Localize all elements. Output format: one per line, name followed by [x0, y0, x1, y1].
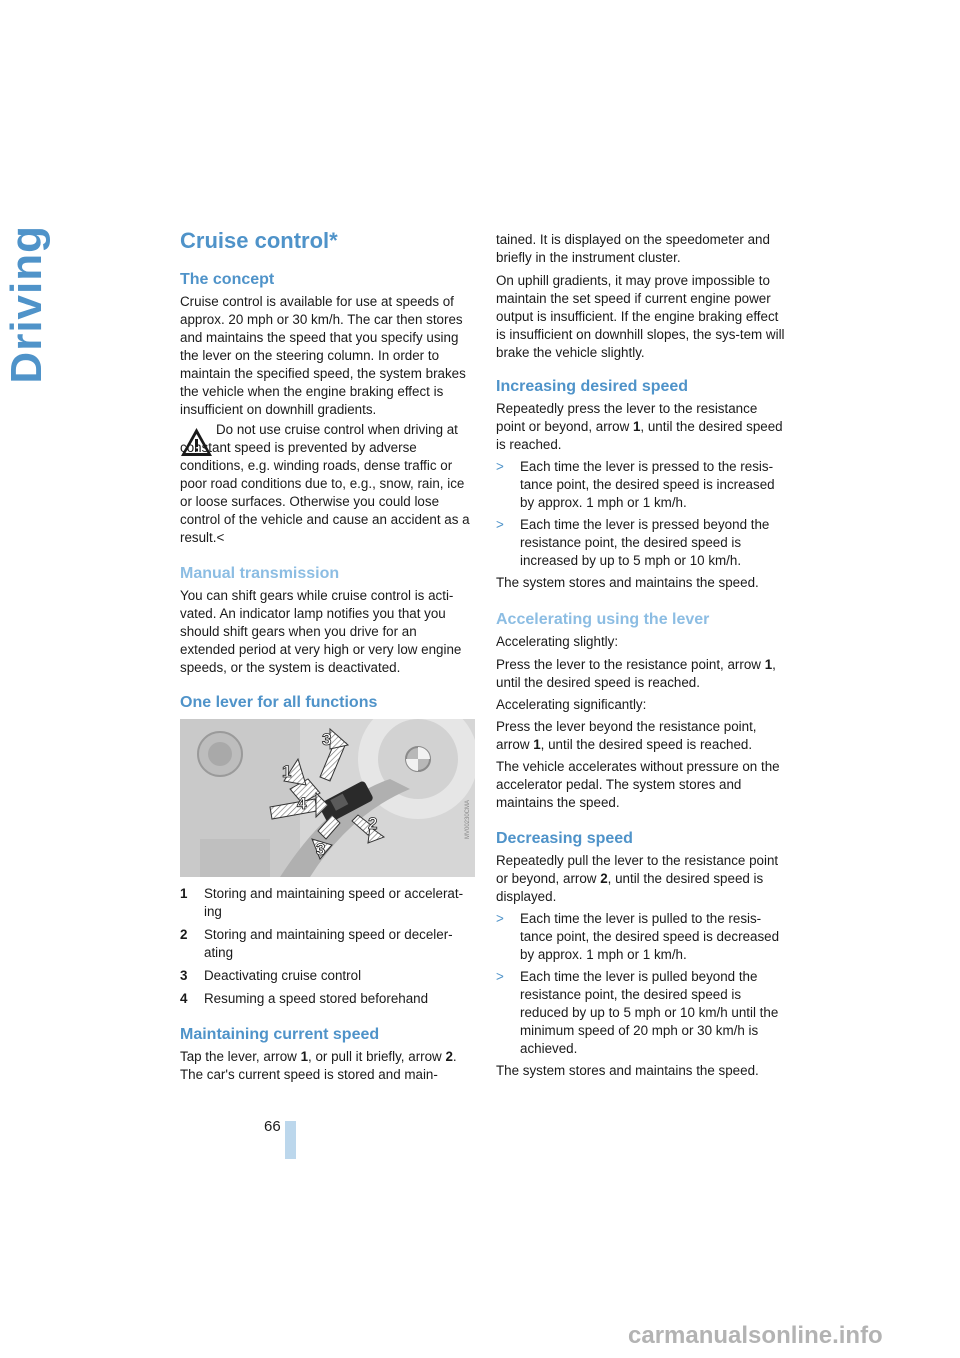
- maintaining-paragraph: [180, 1048, 480, 1084]
- accel-text-b: , until the desired speed is reached.: [496, 657, 776, 690]
- decreasing-text-a: Repeatedly pull the lever to the resistance point or beyond, arrow: [496, 853, 779, 886]
- warning-end-mark: <: [216, 530, 225, 545]
- arrow-number: 1: [632, 419, 641, 434]
- arrow-number: 1: [764, 657, 773, 672]
- decreasing-text-b: , until the desired speed is displayed.: [496, 871, 764, 904]
- list-item: [496, 458, 790, 512]
- maintaining-continued: tained. It is displayed on the speedometer and briefly in the instrument cluster.: [496, 232, 770, 265]
- callout-3-upper: 3: [322, 730, 332, 749]
- list-item: [496, 968, 790, 1058]
- accelerating-slightly-text: [496, 656, 790, 692]
- lever-item-number: 4: [180, 991, 188, 1006]
- watermark: carmanualsonline.info: [628, 1322, 883, 1349]
- list-item: [496, 910, 790, 964]
- decreasing-paragraph: [496, 852, 790, 906]
- decreasing-heading: Decreasing speed: [496, 830, 633, 847]
- bullet-marker: >: [496, 969, 504, 984]
- callout-4: 4: [297, 794, 307, 813]
- lever-item-number: 1: [180, 886, 188, 901]
- bullet-text: Each time the lever is pressed to the resis-tance point, the desired speed is increased by approx. 1 mph or 1 km/h.: [520, 459, 775, 510]
- increasing-paragraph: [496, 400, 790, 454]
- warning-body: Do not use cruise control when driving at constant speed is prevented by adverse conditions, e.g. winding roads, dense traffic or poor road conditions due to, e.g., snow, rain, ice or loose surfaces. Otherwise you could lose control of the vehicle and cause an accident as a result.: [180, 422, 470, 545]
- accelerating-heading: Accelerating using the lever: [496, 611, 710, 628]
- concept-heading: The concept: [180, 271, 275, 288]
- lever-item-text: Deactivating cruise control: [204, 968, 362, 983]
- bullet-text: Each time the lever is pulled beyond the resistance point, the desired speed is reduced by up to 5 mph or 10 km/h until the minimum speed of 20 mph or 30 km/h is achieved.: [520, 969, 779, 1056]
- manual-heading: Manual transmission: [180, 565, 340, 582]
- maintaining-text-b: , or pull it briefly, arrow: [308, 1049, 446, 1064]
- maintaining-text-d: The car's current speed is stored and main-: [180, 1067, 438, 1082]
- accel-text-d: , until the desired speed is reached.: [540, 737, 753, 752]
- arrow-number: 2: [600, 871, 608, 886]
- lever-item: [180, 990, 475, 1008]
- lever-item-text: Storing and maintaining speed or accelerat-ing: [204, 886, 464, 919]
- lever-item: [180, 885, 475, 921]
- bullet-marker: >: [496, 911, 504, 926]
- lever-item-number: 3: [180, 968, 188, 983]
- bullet-marker: >: [496, 459, 504, 474]
- callout-1: 1: [282, 762, 292, 781]
- arrow-number: 1: [533, 737, 541, 752]
- lever-item-text: Storing and maintaining speed or deceler-ating: [204, 927, 453, 960]
- lever-item: [180, 926, 475, 962]
- callout-2: 2: [368, 814, 378, 833]
- page-number: 66: [264, 1118, 281, 1135]
- maintaining-heading: Maintaining current speed: [180, 1026, 380, 1043]
- bullet-text: Each time the lever is pressed beyond the resistance point, the desired speed is increased by up to 5 mph or 10 km/h.: [520, 517, 770, 568]
- bullet-marker: >: [496, 517, 504, 532]
- accel-text-c: Press the lever beyond the resistance point, arrow: [496, 719, 757, 752]
- lever-item-text: Resuming a speed stored beforehand: [204, 991, 429, 1006]
- increasing-text-a: Repeatedly press the lever to the resistance point or beyond, arrow: [496, 401, 758, 434]
- arrow-number: 2: [445, 1049, 453, 1064]
- callout-3-lower: 3: [316, 840, 326, 859]
- concept-body: Cruise control is available for use at speeds of approx. 20 mph or 30 km/h. The car then stores and maintains the speed that you specify using the lever on the steering column. In order to maintain the specified speed, the system brakes the vehicle when the engine braking effect is insufficient on downhill gradients.: [180, 294, 466, 417]
- increasing-stores: The system stores and maintains the speed.: [496, 575, 759, 590]
- accelerating-significantly-text: [496, 718, 790, 754]
- list-item: [496, 516, 790, 570]
- maintaining-uphill: On uphill gradients, it may prove impossible to maintain the set speed if current engine power output is insufficient. If the engine braking effect is insufficient on downhill slopes, the sys-tem will brake the vehicle slightly.: [496, 273, 785, 360]
- page-title: Cruise control*: [180, 228, 338, 253]
- accel-text-a: Press the lever to the resistance point, arrow: [496, 657, 765, 672]
- decreasing-stores: The system stores and maintains the speed.: [496, 1063, 759, 1078]
- lever-photo: [180, 719, 475, 877]
- lever-item: [180, 967, 475, 985]
- lever-item-number: 2: [180, 927, 188, 942]
- increasing-heading: Increasing desired speed: [496, 378, 689, 395]
- page-number-bar: [285, 1121, 296, 1159]
- increasing-text-b: , until the desired speed is reached.: [496, 419, 783, 452]
- lever-heading: One lever for all functions: [180, 694, 378, 711]
- image-code: MV00230CMA: [465, 799, 471, 839]
- maintaining-text-c: .: [452, 1049, 457, 1064]
- section-tab: Driving: [2, 225, 51, 384]
- manual-body: You can shift gears while cruise control is acti-vated. An indicator lamp notifies you that you should shift gears when you drive for an extended period at very high or very low engine speeds, or the system is deactivated.: [180, 588, 462, 675]
- accelerating-slightly-label: Accelerating slightly:: [496, 634, 619, 649]
- bullet-text: Each time the lever is pulled to the resis-tance point, the desired speed is decreased by approx. 1 mph or 1 km/h.: [520, 911, 780, 962]
- accelerating-no-pressure: The vehicle accelerates without pressure on the accelerator pedal. The system stores and maintains the speed.: [496, 759, 780, 810]
- accelerating-significantly-label: Accelerating significantly:: [496, 697, 647, 712]
- maintaining-text-a: Tap the lever, arrow: [180, 1049, 301, 1064]
- warning-text: [180, 421, 475, 547]
- arrow-number: 1: [300, 1049, 309, 1064]
